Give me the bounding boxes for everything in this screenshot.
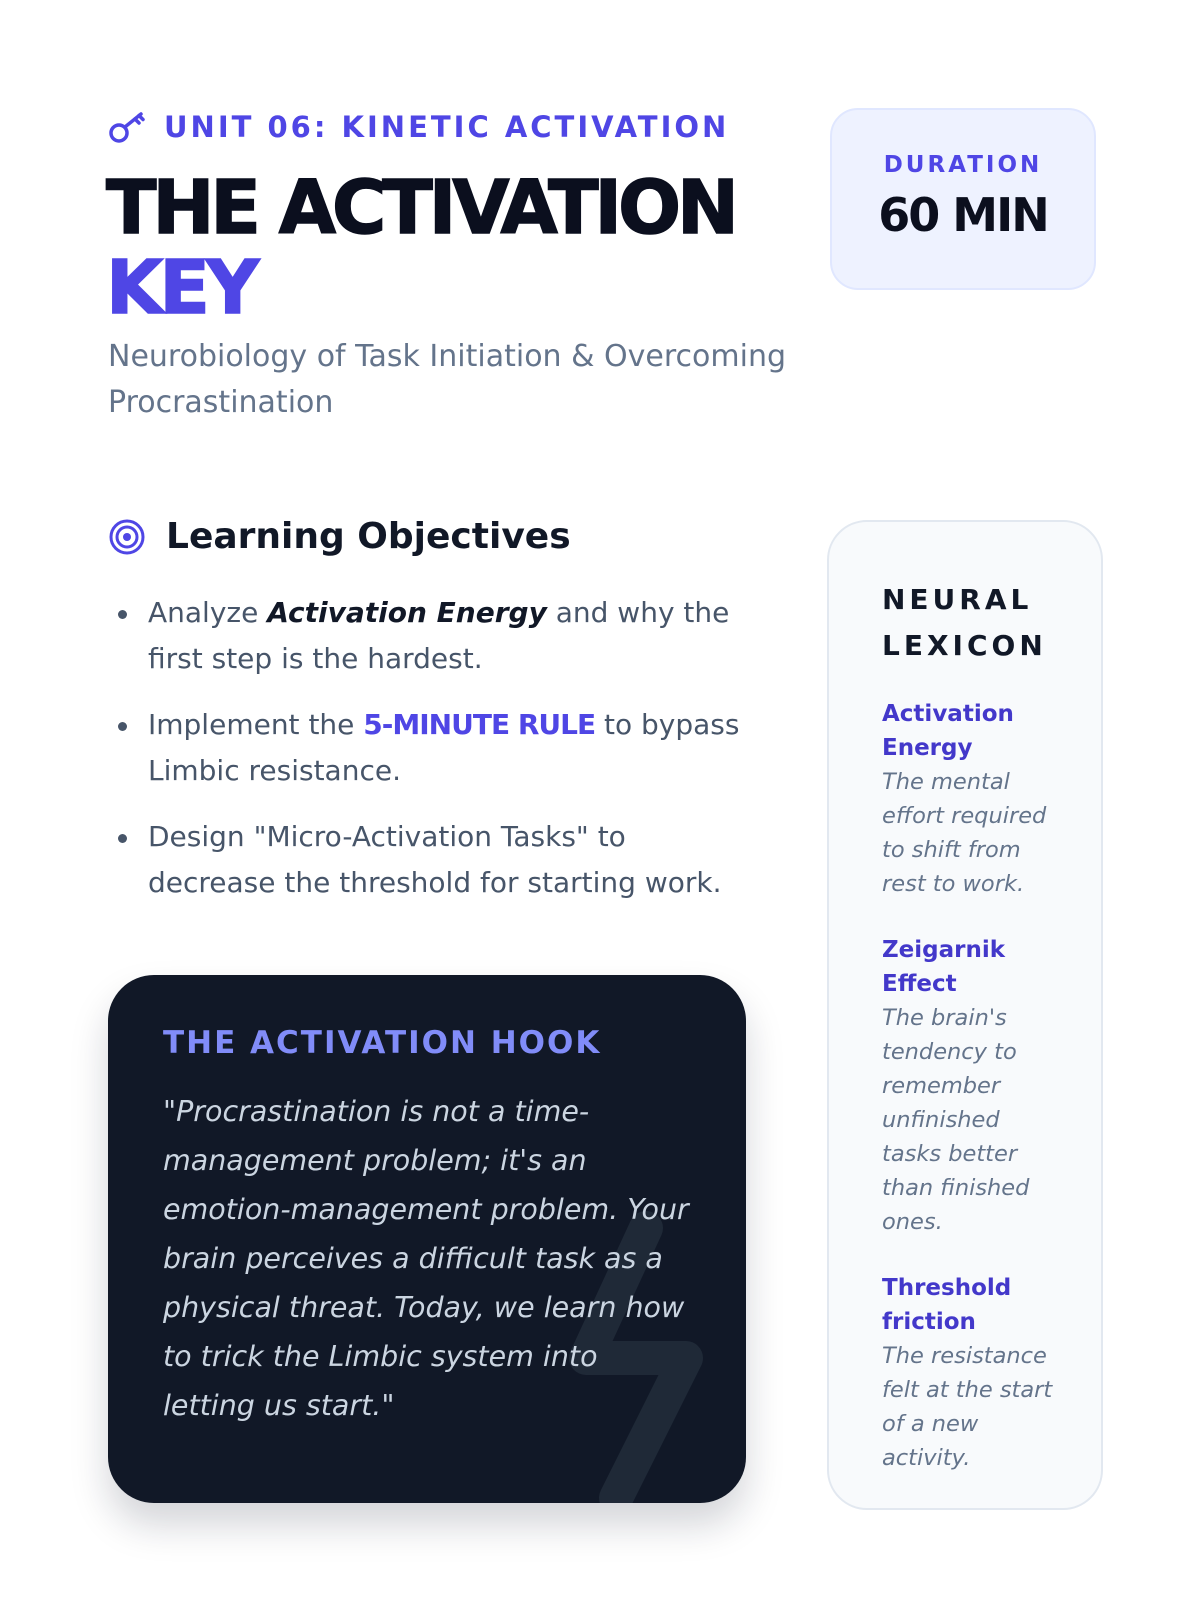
objectives-list — [108, 590, 758, 926]
objective-item: Implement the 5-MINUTE RULE to bypass Limbic resistance. — [108, 702, 758, 794]
lexicon-entry — [882, 933, 1061, 1239]
objective-item: Design "Micro-Activation Tasks" to decrease the threshold for starting work. — [108, 814, 758, 906]
lexicon-entry — [882, 697, 1061, 901]
page-subtitle: Neurobiology of Task Initiation & Overcoming Procrastination — [108, 339, 787, 420]
duration-label: DURATION — [883, 152, 1043, 178]
unit-label: UNIT 06: KINETIC ACTIVATION — [164, 110, 730, 144]
objective-item: Analyze Activation Energy and why the first step is the hardest. — [108, 590, 758, 682]
objective-emphasis: Activation Energy — [267, 596, 547, 629]
hook-quote: "Procrastination is not a time-management problem; it's an emotion-management problem. Your brain perceives a difficult task as a physical threat. Today, we learn how to trick the Limbic system into letting us start." — [163, 1095, 689, 1422]
neural-lexicon-panel — [827, 520, 1103, 1510]
duration-value: 60 MIN — [878, 188, 1048, 242]
lexicon-term: Activation Energy — [882, 701, 1014, 761]
lexicon-term: Threshold friction — [882, 1275, 1012, 1335]
objective-emphasis: 5-MINUTE RULE — [363, 708, 596, 741]
objectives-title: Learning Objectives — [166, 516, 571, 557]
objectives-header — [108, 516, 571, 557]
lexicon-title: NEURAL LEXICON — [882, 583, 1047, 662]
page-title-line-2: KEY — [106, 245, 256, 331]
key-icon — [108, 110, 146, 144]
hook-title: THE ACTIVATION HOOK — [163, 1025, 602, 1061]
lexicon-entry — [882, 1271, 1061, 1475]
lexicon-term: Zeigarnik Effect — [882, 937, 1006, 997]
page-title-line-1: THE ACTIVATION — [106, 165, 735, 251]
duration-card — [830, 108, 1096, 290]
lexicon-definition: The mental effort required to shift from rest to work. — [882, 769, 1047, 897]
target-icon — [108, 518, 146, 556]
unit-eyebrow — [108, 110, 729, 144]
lexicon-definition: The brain's tendency to remember unfinished tasks better than finished ones. — [882, 1005, 1030, 1235]
lexicon-definition: The resistance felt at the start of a new activity. — [882, 1343, 1053, 1471]
activation-hook-card — [108, 975, 746, 1503]
